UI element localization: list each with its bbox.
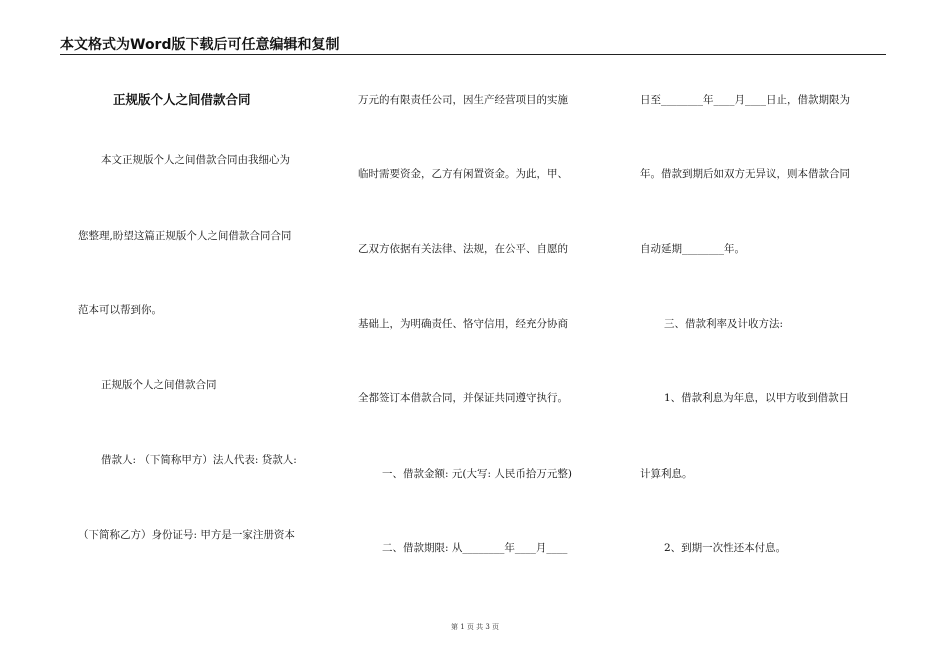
text-line: 临时需要资金，乙方有闲置资金。为此，甲、 xyxy=(358,168,568,180)
text-line: 一、借款金额: 元(大写: 人民币拾万元整) xyxy=(382,468,572,480)
page-header xyxy=(60,34,886,55)
text-line: 基础上，为明确责任、恪守信用，经充分协商 xyxy=(358,318,568,330)
text-line: 二、借款期限: 从________年____月____ xyxy=(382,542,568,554)
text-line: （下简称乙方）身份证号: 甲方是一家注册资本 xyxy=(78,529,295,541)
text-line: 全都签订本借款合同，并保证共同遵守执行。 xyxy=(358,392,568,404)
page-footer xyxy=(0,622,950,632)
document-title: 正规版个人之间借款合同 xyxy=(113,92,251,107)
text-line: 您整理,盼望这篇正规版个人之间借款合同合同 xyxy=(78,230,292,242)
text-line: 范本可以帮到你。 xyxy=(78,304,162,316)
text-line: 年。借款到期后如双方无异议，则本借款合同 xyxy=(640,168,850,180)
text-line: 1、借款利息为年息，以甲方收到借款日 xyxy=(664,392,850,404)
text-line: 正规版个人之间借款合同 xyxy=(101,379,217,391)
text-line: 2、到期一次性还本付息。 xyxy=(664,542,787,554)
text-line: 本文正规版个人之间借款合同由我细心为 xyxy=(101,154,290,166)
text-line: 日至________年____月____日止，借款期限为 xyxy=(640,94,850,106)
text-line: 自动延期________年。 xyxy=(640,243,745,255)
text-line: 乙双方依据有关法律、法规，在公平、自愿的 xyxy=(358,243,568,255)
page-number: 第 1 页 共 3 页 xyxy=(450,623,500,631)
text-line: 三、借款利率及计收方法: xyxy=(664,318,784,330)
text-line: 计算利息。 xyxy=(640,468,693,480)
text-line: 借款人: （下简称甲方）法人代表: 贷款人: xyxy=(101,454,297,466)
header-text: 本文格式为Word版下载后可任意编辑和复制 xyxy=(60,37,340,53)
text-line: 万元的有限责任公司，因生产经营项目的实施 xyxy=(358,94,568,106)
